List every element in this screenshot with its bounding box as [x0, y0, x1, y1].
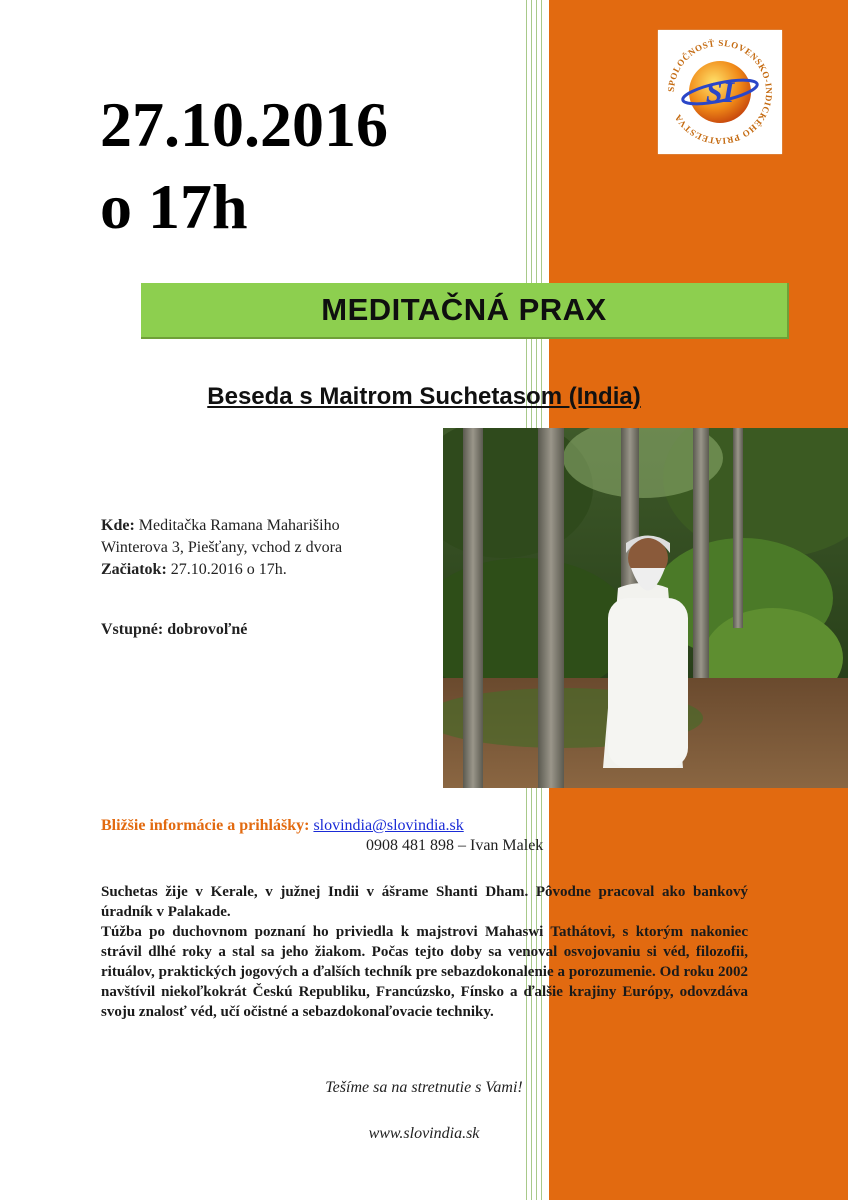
- logo-monogram: SI: [705, 76, 735, 109]
- bio-paragraph: Suchetas žije v Kerale, v južnej Indii v ášrame Shanti Dham. Pôvodne pracoval ako bankový úradník v Palakade.: [101, 884, 748, 920]
- society-logo: [658, 30, 782, 154]
- closing-line: Tešíme sa na stretnutie s Vami!: [325, 1079, 523, 1096]
- banner-title: MEDITAČNÁ PRAX: [321, 292, 607, 327]
- event-details: [101, 515, 342, 581]
- start-value: 27.10.2016 o 17h.: [170, 561, 287, 578]
- subtitle: [0, 383, 848, 411]
- entry-fee: Vstupné: dobrovoľné: [101, 621, 248, 638]
- event-time: o 17h: [100, 171, 248, 242]
- where-value: Meditačka Ramana Maharišiho: [138, 517, 340, 534]
- speaker-photo: [443, 428, 848, 788]
- address-line: Winterova 3, Piešťany, vchod z dvora: [101, 539, 343, 556]
- speaker-bio: [101, 882, 748, 1022]
- logo-ring-text: SPOLOČNOSŤ SLOVENSKO-INDICKÉHO PRIATEĽSTVA: [665, 37, 775, 147]
- contact-line: [101, 815, 464, 837]
- bio-paragraph: Túžba po duchovnom poznaní ho priviedla k majstrovi Mahaswi Tathátovi, s ktorým nakoniec strávil dlhé roky a stal sa jeho žiakom. Počas tejto doby sa venoval osvojovaniu si véd, filozofii, rituálov, praktických jogových a ďalších techník pre sebazdokonalenie a porozumenie. Od roku 2002 navštívil niekoľkokrát Českú Republiku, Francúzsko, Fínsko a ďalšie krajiny Európy, odovzdáva svoju znalosť véd, učí očistné a sebazdokonaľovacie techniky.: [101, 924, 748, 1020]
- website-url[interactable]: www.slovindia.sk: [368, 1125, 480, 1142]
- start-line: [101, 559, 342, 581]
- contact-phone: 0908 481 898 – Ivan Malek: [366, 837, 544, 854]
- event-date: 27.10.2016: [100, 89, 388, 160]
- event-date-heading: [100, 84, 388, 248]
- subtitle-text: Beseda s Maitrom Suchetasom (India): [207, 383, 641, 410]
- title-banner: [141, 283, 789, 339]
- where-label: Kde:: [101, 517, 135, 534]
- location-line: [101, 515, 342, 537]
- contact-label: Bližšie informácie a prihlášky:: [101, 817, 310, 834]
- contact-email-link[interactable]: slovindia@slovindia.sk: [313, 817, 464, 834]
- start-label: Začiatok:: [101, 561, 167, 578]
